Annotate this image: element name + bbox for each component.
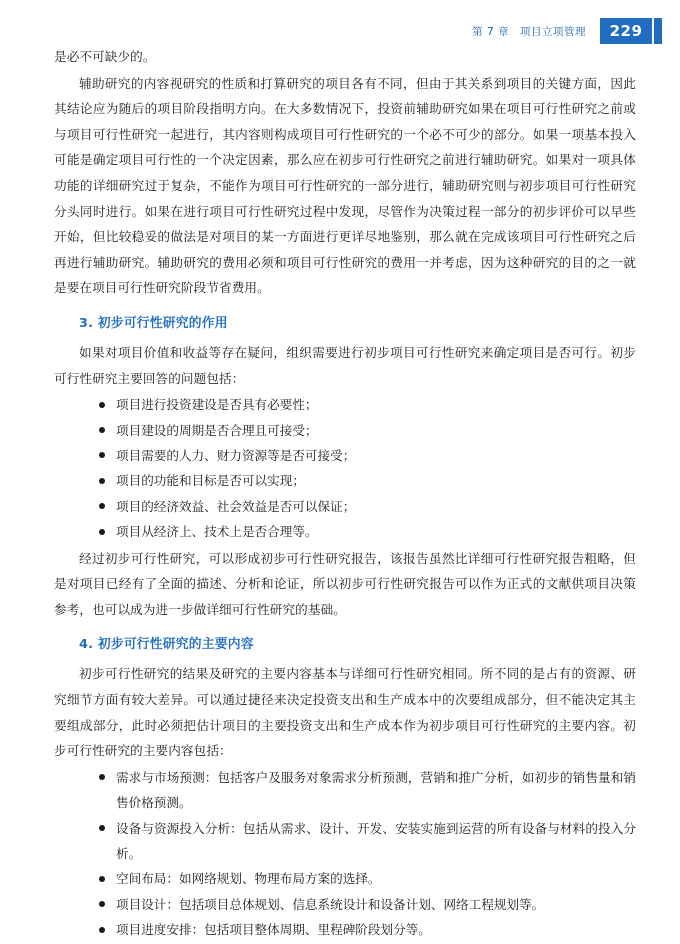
- list-item-text: 项目需要的人力、财力资源等是否可接受；: [116, 447, 356, 463]
- header-inner: [472, 18, 662, 44]
- paragraph-auxiliary-study: 辅助研究的内容视研究的性质和打算研究的项目各有不同，但由于其关系到项目的关键方面，因此其结论应为随后的项目阶段指明方向。在大多数情况下，投资前辅助研究如果在项目可行性研究之前或与项目可行性研究一起进行，其内容则构成项目可行性研究的一个必不可少的部分。如果一项基本投入可能是确定项目可行性的一个决定因素，那么应在初步可行性研究之前进行辅助研究。如果对一项具体功能的详细研究过于复杂，不能作为项目可行性研究的一部分进行，辅助研究则与初步项目可行性研究分头同时进行。如果在进行项目可行性研究过程中发现，尽管作为决策过程一部分的初步评价可以早些开始，但比较稳妥的做法是对项目的某一方面进行更详尽地鉴别，那么就在完成该项目可行性研究之后再进行辅助研究。辅助研究的费用必须和项目可行性研究的费用一并考虑，因为这种研究的目的之一就是要在项目可行性研究阶段节省费用。: [54, 75, 636, 296]
- list-item: [98, 392, 636, 417]
- page-number: 229: [600, 18, 652, 44]
- list-item: [98, 443, 636, 468]
- section-3-intro: 如果对项目价值和收益等存在疑问，组织需要进行初步项目可行性研究来确定项目是否可行。初步可行性研究主要回答的问题包括：: [54, 344, 636, 386]
- section-3-summary: 经过初步可行性研究，可以形成初步可行性研究报告，该报告虽然比详细可行性研究报告粗略，但是对项目已经有了全面的描述、分析和论证，所以初步可行性研究报告可以作为正式的文献供项目决策参考，也可以成为进一步做详细可行性研究的基础。: [54, 550, 636, 617]
- section-heading-4: 4. 初步可行性研究的主要内容: [79, 637, 254, 653]
- list-item: [98, 494, 636, 519]
- list-item: [98, 519, 636, 544]
- page-content: [54, 44, 636, 944]
- list-item-text: 设备与资源投入分析：包括从需求、设计、开发、安装实施到运营的所有设备与材料的投入分析。: [116, 820, 636, 861]
- list-item-text: 空间布局：如网络规划、物理布局方案的选择。: [116, 871, 381, 887]
- section-4-intro: 初步可行性研究的结果及研究的主要内容基本与详细可行性研究相同。所不同的是占有的资源、研究细节方面有较大差异。可以通过捷径来决定投资支出和生产成本中的次要组成部分，但不能决定其主要组成部分，此时必须把估计项目的主要投资支出和生产成本作为初步项目可行性研究的主要内容。初步可行性研究的主要内容包括：: [54, 666, 636, 759]
- list-item: [98, 816, 636, 867]
- chapter-title: 第 7 章 项目立项管理: [472, 25, 586, 38]
- list-item: [98, 765, 636, 816]
- list-item-text: 项目进行投资建设是否具有必要性；: [116, 397, 318, 413]
- list-item: [98, 418, 636, 443]
- list-item-text: 项目的功能和目标是否可以实现；: [116, 473, 305, 489]
- page-header: [0, 18, 680, 46]
- list-item: [98, 866, 636, 891]
- paragraph-continued: 是必不可缺少的。: [54, 49, 156, 64]
- list-item-text: 需求与市场预测：包括客户及服务对象需求分析预测，营销和推广分析，如初步的销售量和销售价格预测。: [116, 769, 636, 811]
- section-4-bullet-list: [54, 765, 636, 943]
- list-item-text: 项目的经济效益、社会效益是否可以保证；: [116, 498, 356, 514]
- header-accent-bar: [654, 18, 662, 44]
- section-heading-3: 3. 初步可行性研究的作用: [79, 315, 228, 331]
- list-item: [98, 892, 636, 917]
- list-item-text: 项目设计：包括项目总体规划、信息系统设计和设备计划、网络工程规划等。: [116, 896, 545, 912]
- list-item-text: 项目从经济上、技术上是否合理等。: [116, 524, 318, 540]
- list-item: [98, 468, 636, 493]
- section-3-bullet-list: [54, 392, 636, 544]
- list-item: [98, 917, 636, 942]
- list-item-text: 项目建设的周期是否合理且可接受；: [116, 422, 318, 438]
- list-item-text: 项目进度安排：包括项目整体周期、里程碑阶段划分等。: [116, 922, 431, 938]
